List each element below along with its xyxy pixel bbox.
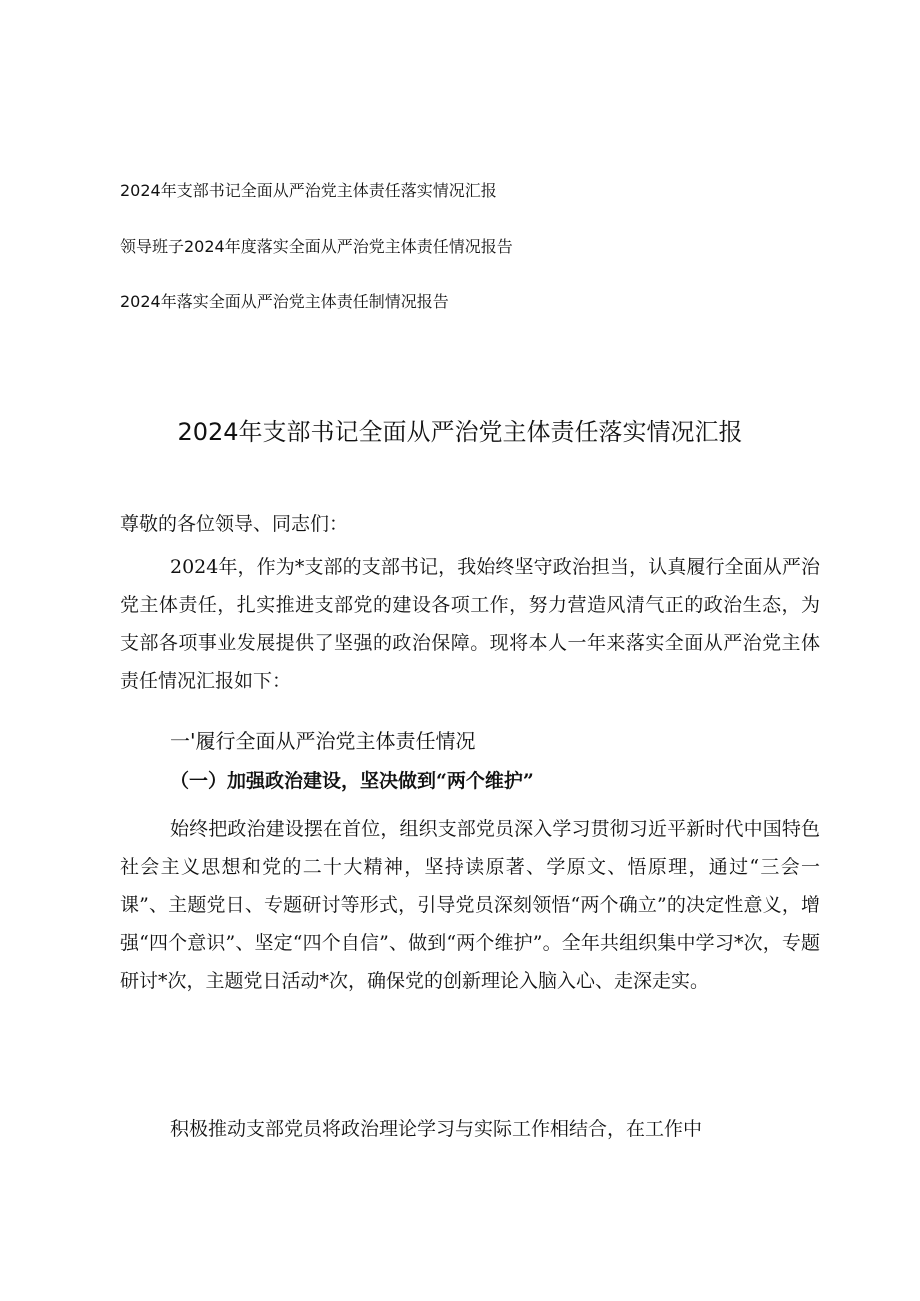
section-heading: 一'履行全面从严治党主体责任情况: [170, 729, 476, 753]
document-title: 2024年支部书记全面从严治党主体责任落实情况汇报: [177, 418, 743, 446]
toc-item-1: 2024年支部书记全面从严治党主体责任落实情况汇报: [120, 181, 497, 200]
body-paragraph-2: 积极推动支部党员将政治理论学习与实际工作相结合，在工作中: [170, 1118, 703, 1140]
salutation: 尊敬的各位领导、同志们：: [120, 513, 349, 535]
intro-paragraph: 2024年，作为*支部的支部书记，我始终坚守政治担当，认真履行全面从严治党主体责任，扎实推进支部党的建设各项工作，努力营造风清气正的政治生态，为支部各项事业发展提供了坚强的政治保障。现将本人一年来落实全面从严治党主体责任情况汇报如下：: [120, 556, 820, 692]
toc-item-2: 领导班子2024年度落实全面从严治党主体责任情况报告: [120, 237, 513, 256]
body-paragraph-1: 始终把政治建设摆在首位，组织支部党员深入学习贯彻习近平新时代中国特色社会主义思想和党的二十大精神，坚持读原著、学原文、悟原理，通过“三会一课”、主题党日、专题研讨等形式，引导党员深刻领悟“两个确立”的决定性意义，增强“四个意识”、坚定“四个自信”、做到“两个维护”。全年共组织集中学习*次，专题研讨*次，主题党日活动*次，确保党的创新理论入脑入心、走深走实。: [120, 818, 820, 992]
toc-item-3: 2024年落实全面从严治党主体责任制情况报告: [120, 292, 449, 311]
subsection-heading: （一）加强政治建设，坚决做到“两个维护”: [170, 770, 534, 792]
